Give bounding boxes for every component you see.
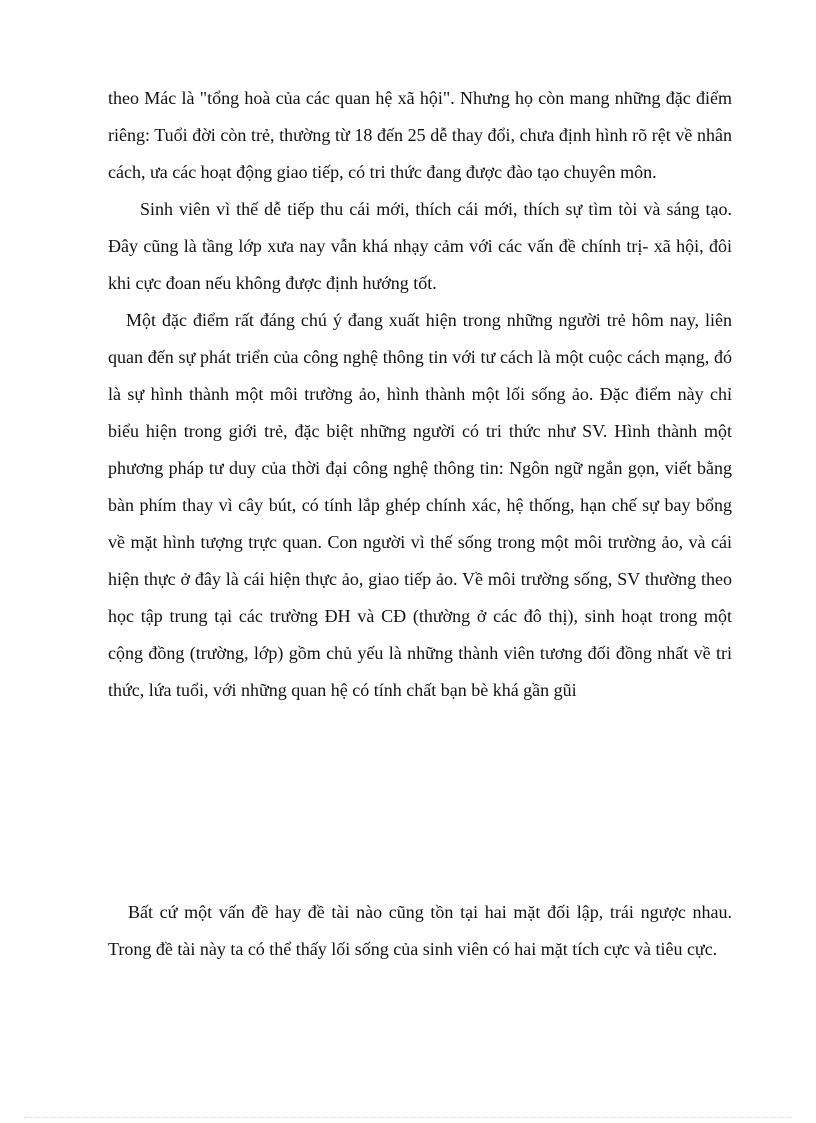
paragraph-virtual-lifestyle: Một đặc điểm rất đáng chú ý đang xuất hiện trong những người trẻ hôm nay, liên quan đến sự phát triển của công nghệ thông tin với tư cách là một cuộc cách mạng, đó là sự hình thành một môi trường ảo, hình thành một lối sống ảo. Đặc điểm này chỉ biểu hiện trong giới trẻ, đặc biệt những người có tri thức như SV. Hình thành một phương pháp tư duy của thời đại công nghệ thông tin: Ngôn ngữ ngắn gọn, viết bằng bàn phím thay vì cây bút, có tính lắp ghép chính xác, hệ thống, hạn chế sự bay bổng về mặt hình tượng trực quan. Con người vì thế sống trong một môi trường ảo, và cái hiện thực ở đây là cái hiện thực ảo, giao tiếp ảo. Về môi trường sống, SV thường theo học tập trung tại các trường ĐH và CĐ (thường ở các đô thị), sinh hoạt trong một cộng đồng (trường, lớp) gồm chủ yếu là những thành viên tương đối đồng nhất về tri thức, lứa tuổi, với những quan hệ có tính chất bạn bè khá gần gũi: [108, 310, 732, 700]
paragraph-two-sides: Bất cứ một vấn đề hay đề tài nào cũng tồn tại hai mặt đối lập, trái ngược nhau. Trong đề tài này ta có thể thấy lối sống của sinh viên có hai mặt tích cực và tiêu cực.: [108, 902, 732, 959]
main-text-block: [108, 80, 732, 709]
conclusion-text-block: [108, 894, 732, 968]
paragraph-student-traits: theo Mác là "tổng hoà của các quan hệ xã hội". Nhưng họ còn mang những đặc điểm riêng: Tuổi đời còn trẻ, thường từ 18 đến 25 dễ thay đổi, chưa định hình rõ rệt về nhân cách, ưa các hoạt động giao tiếp, có tri thức đang được đào tạo chuyên môn.: [108, 88, 732, 182]
page-bottom-divider: [24, 1117, 792, 1118]
paragraph-student-openness: Sinh viên vì thế dễ tiếp thu cái mới, thích cái mới, thích sự tìm tòi và sáng tạo. Đây cũng là tầng lớp xưa nay vẫn khá nhạy cảm với các vấn đề chính trị- xã hội, đôi khi cực đoan nếu không được định hướng tốt.: [108, 199, 732, 293]
